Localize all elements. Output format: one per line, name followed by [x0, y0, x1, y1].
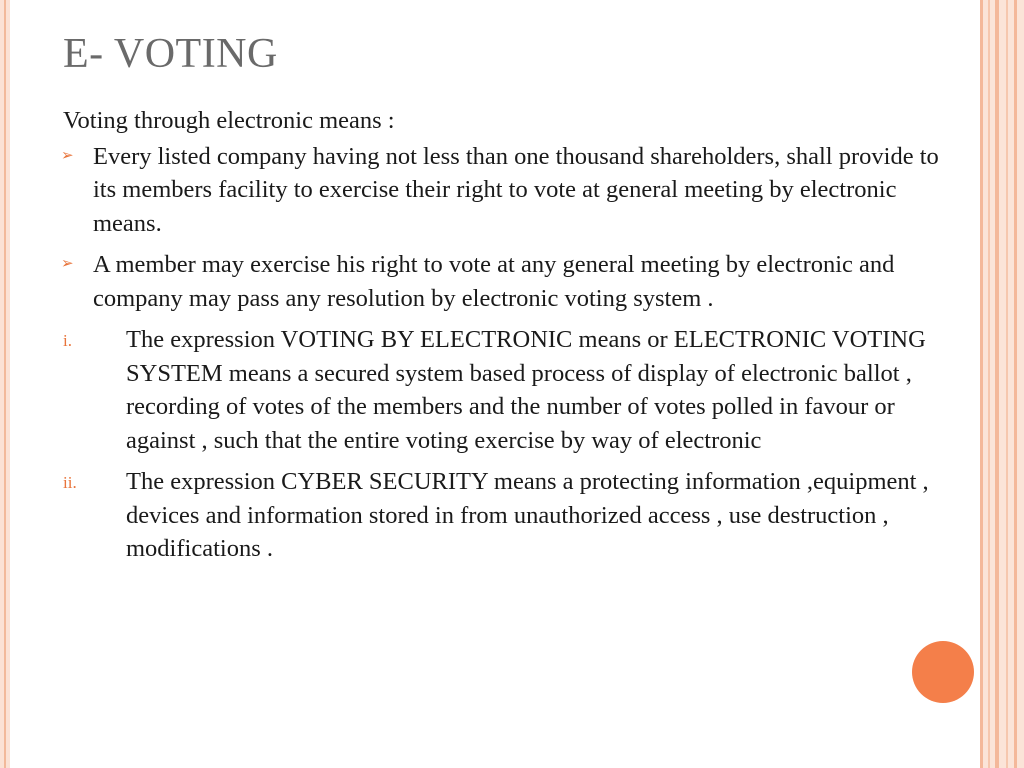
numbered-item [63, 465, 968, 566]
roman-numeral-marker: ii. [63, 473, 77, 492]
right-border-stripes [980, 0, 1024, 768]
bullet-item [63, 248, 968, 315]
slide-body [63, 104, 968, 574]
intro-text: Voting through electronic means : [63, 107, 395, 134]
left-border [0, 0, 10, 768]
slide-title: E- VOTING [63, 31, 278, 77]
bullet-item [63, 140, 968, 241]
roman-numeral-marker: i. [63, 331, 72, 350]
border-stripe [995, 0, 999, 768]
border-stripe [1006, 0, 1008, 768]
numbered-item [63, 323, 968, 457]
arrow-bullet-icon: ➢ [61, 147, 74, 164]
border-stripe [988, 0, 990, 768]
decorative-circle [912, 641, 974, 703]
numbered-text: The expression CYBER SECURITY means a protecting information ,equipment , devices and information stored in from unauthorized access , use destruction , modifications . [126, 468, 929, 562]
bullet-text: Every listed company having not less than one thousand shareholders, shall provide to its members facility to exercise their right to vote at general meeting by electronic means. [93, 142, 939, 237]
numbered-text: The expression VOTING BY ELECTRONIC means or ELECTRONIC VOTING SYSTEM means a secured system based process of display of electronic ballot , recording of votes of the members and the number of votes polled in favour or against , such that the entire voting exercise by way of electronic [126, 326, 926, 454]
arrow-bullet-icon: ➢ [61, 256, 74, 272]
border-stripe [980, 0, 983, 768]
border-stripe [1014, 0, 1017, 768]
bullet-text: A member may exercise his right to vote at any general meeting by electronic and company may pass any resolution by electronic voting system . [93, 251, 895, 312]
